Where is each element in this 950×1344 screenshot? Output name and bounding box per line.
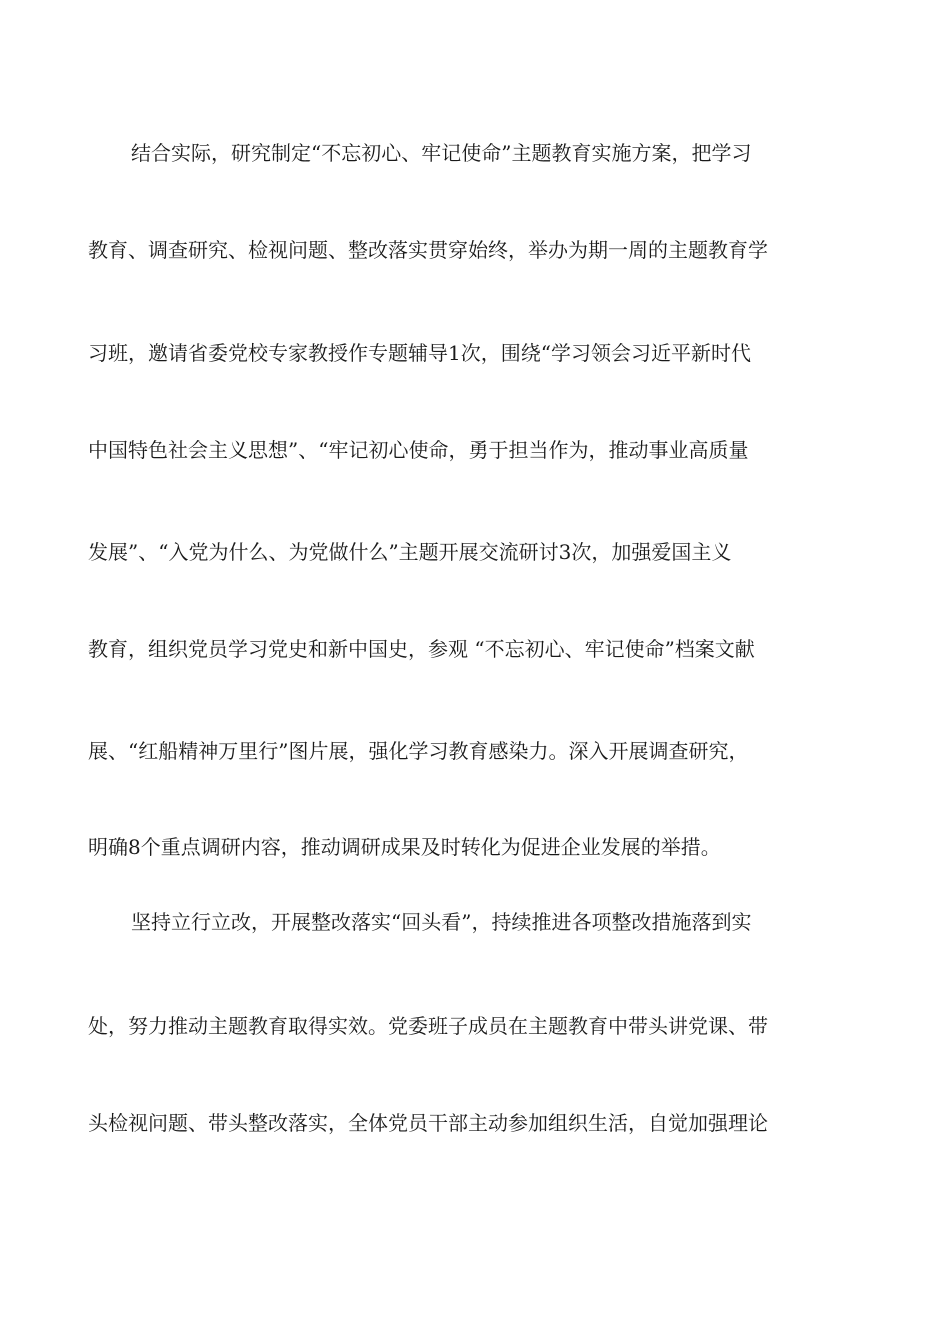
paragraph-1-line-2: 教育、调查研究、检视问题、整改落实贯穿始终，举办为期一周的主题教育学: [88, 238, 768, 262]
paragraph-1-line-6: 教育，组织党员学习党史和新中国史，参观 “不忘初心、牢记使命”档案文献: [88, 637, 755, 661]
paragraph-1-line-4: 中国特色社会主义思想”、“牢记初心使命，勇于担当作为，推动事业高质量: [88, 438, 749, 462]
paragraph-1-line-3: 习班，邀请省委党校专家教授作专题辅导1次，围绕“学习领会习近平新时代: [88, 341, 751, 365]
paragraph-1-line-7: 展、“红船精神万里行”图片展，强化学习教育感染力。深入开展调查研究，: [88, 739, 749, 763]
paragraph-1-line-8: 明确8个重点调研内容，推动调研成果及时转化为促进企业发展的举措。: [88, 835, 721, 859]
paragraph-1-line-1: 结合实际，研究制定“不忘初心、牢记使命”主题教育实施方案，把学习: [131, 141, 752, 165]
paragraph-2-line-1: 坚持立行立改，开展整改落实“回头看”，持续推进各项整改措施落到实: [131, 910, 752, 934]
paragraph-2-line-3: 头检视问题、带头整改落实，全体党员干部主动参加组织生活，自觉加强理论: [88, 1111, 768, 1135]
paragraph-2-line-2: 处，努力推动主题教育取得实效。党委班子成员在主题教育中带头讲党课、带: [88, 1014, 768, 1038]
paragraph-1-line-5: 发展”、“入党为什么、为党做什么”主题开展交流研讨3次，加强爱国主义: [88, 540, 732, 564]
